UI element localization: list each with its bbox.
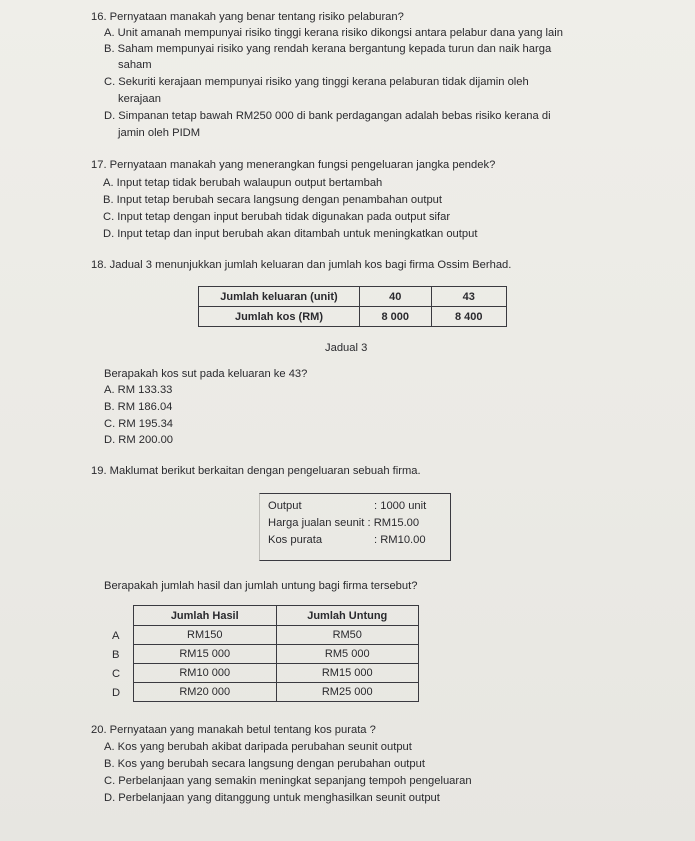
column-header: Jumlah Hasil	[134, 606, 277, 626]
table-cell: 43	[431, 287, 507, 307]
info-output-label: Output	[268, 500, 302, 512]
question-20-option-d: D. Perbelanjaan yang ditanggung untuk menghasilkan seunit output	[104, 792, 440, 804]
question-20-option-b: B. Kos yang berubah secara langsung dengan perubahan output	[104, 758, 425, 770]
table-row	[199, 287, 507, 307]
option-letter: A	[112, 630, 120, 642]
table-cell: 8 400	[431, 307, 507, 327]
question-16-option-c: C. Sekuriti kerajaan mempunyai risiko yang tinggi kerana pelaburan tidak dijamin oleh	[104, 76, 529, 88]
question-20-option-c: C. Perbelanjaan yang semakin meningkat sepanjang tempoh pengeluaran	[104, 775, 472, 787]
table-row	[134, 683, 419, 702]
question-16-stem: 16. Pernyataan manakah yang benar tentang risiko pelaburan?	[91, 11, 404, 23]
table-cell: RM10 000	[134, 664, 277, 683]
table-cell: RM20 000	[134, 683, 277, 702]
option-letter: D	[112, 687, 121, 699]
question-20-stem: 20. Pernyataan yang manakah betul tentang kos purata ?	[91, 724, 376, 736]
table-cell: RM15 000	[134, 645, 277, 664]
question-17-option-c: C. Input tetap dengan input berubah tidak digunakan pada output sifar	[103, 211, 451, 223]
table-cell: RM50	[276, 626, 419, 645]
table-cell: RM15 000	[276, 664, 419, 683]
question-16-option-b-cont: saham	[118, 59, 152, 71]
question-16-option-d: D. Simpanan tetap bawah RM250 000 di bank perdagangan adalah bebas risiko kerana di	[104, 110, 551, 122]
info-output-value: : 1000 unit	[374, 500, 427, 512]
question-18-prompt: Berapakah kos sut pada keluaran ke 43?	[104, 368, 308, 380]
table-cell: RM25 000	[276, 683, 419, 702]
info-cost-label: Kos purata	[268, 534, 323, 546]
info-price: Harga jualan seunit : RM15.00	[268, 517, 420, 529]
table-row	[134, 626, 419, 645]
table-cell: 40	[359, 287, 431, 307]
table-row-label: Jumlah kos (RM)	[199, 307, 360, 327]
option-letter: B	[112, 649, 120, 661]
table-row	[134, 645, 419, 664]
question-16-option-a: A. Unit amanah mempunyai risiko tinggi kerana risiko dikongsi antara pelabur dana yang lain	[104, 27, 563, 39]
question-19-prompt: Berapakah jumlah hasil dan jumlah untung bagi firma tersebut?	[104, 580, 418, 592]
question-18-option-a: A. RM 133.33	[104, 384, 173, 396]
question-18-option-d: D. RM 200.00	[104, 434, 174, 446]
table-cell: RM150	[134, 626, 277, 645]
option-letter: C	[112, 668, 121, 680]
info-box	[259, 493, 451, 561]
question-18-stem: 18. Jadual 3 menunjukkan jumlah keluaran dan jumlah kos bagi firma Ossim Berhad.	[91, 259, 512, 271]
info-cost-value: : RM10.00	[374, 534, 426, 546]
table-caption: Jadual 3	[325, 342, 368, 354]
table-row	[134, 664, 419, 683]
question-18-option-b: B. RM 186.04	[104, 401, 173, 413]
question-20-option-a: A. Kos yang berubah akibat daripada perubahan seunit output	[104, 741, 412, 753]
column-header: Jumlah Untung	[276, 606, 419, 626]
table-row-label: Jumlah keluaran (unit)	[199, 287, 360, 307]
question-18-option-c: C. RM 195.34	[104, 418, 174, 430]
table-header-row	[134, 606, 419, 626]
table-cell: 8 000	[359, 307, 431, 327]
question-17-option-b: B. Input tetap berubah secara langsung dengan penambahan output	[103, 194, 443, 206]
question-17-option-a: A. Input tetap tidak berubah walaupun output bertambah	[103, 177, 383, 189]
table-answer-options	[133, 605, 419, 702]
table-row	[199, 307, 507, 327]
question-16-option-b: B. Saham mempunyai risiko yang rendah kerana bergantung kepada turun dan naik harga	[104, 43, 552, 55]
question-19-stem: 19. Maklumat berikut berkaitan dengan pengeluaran sebuah firma.	[91, 465, 421, 477]
question-17-option-d: D. Input tetap dan input berubah akan ditambah untuk meningkatkan output	[103, 228, 478, 240]
table-jadual-3	[198, 286, 507, 327]
question-16-option-c-cont: kerajaan	[118, 93, 161, 105]
question-16-option-d-cont: jamin oleh PIDM	[118, 127, 201, 139]
question-17-stem: 17. Pernyataan manakah yang menerangkan fungsi pengeluaran jangka pendek?	[91, 159, 496, 171]
table-cell: RM5 000	[276, 645, 419, 664]
